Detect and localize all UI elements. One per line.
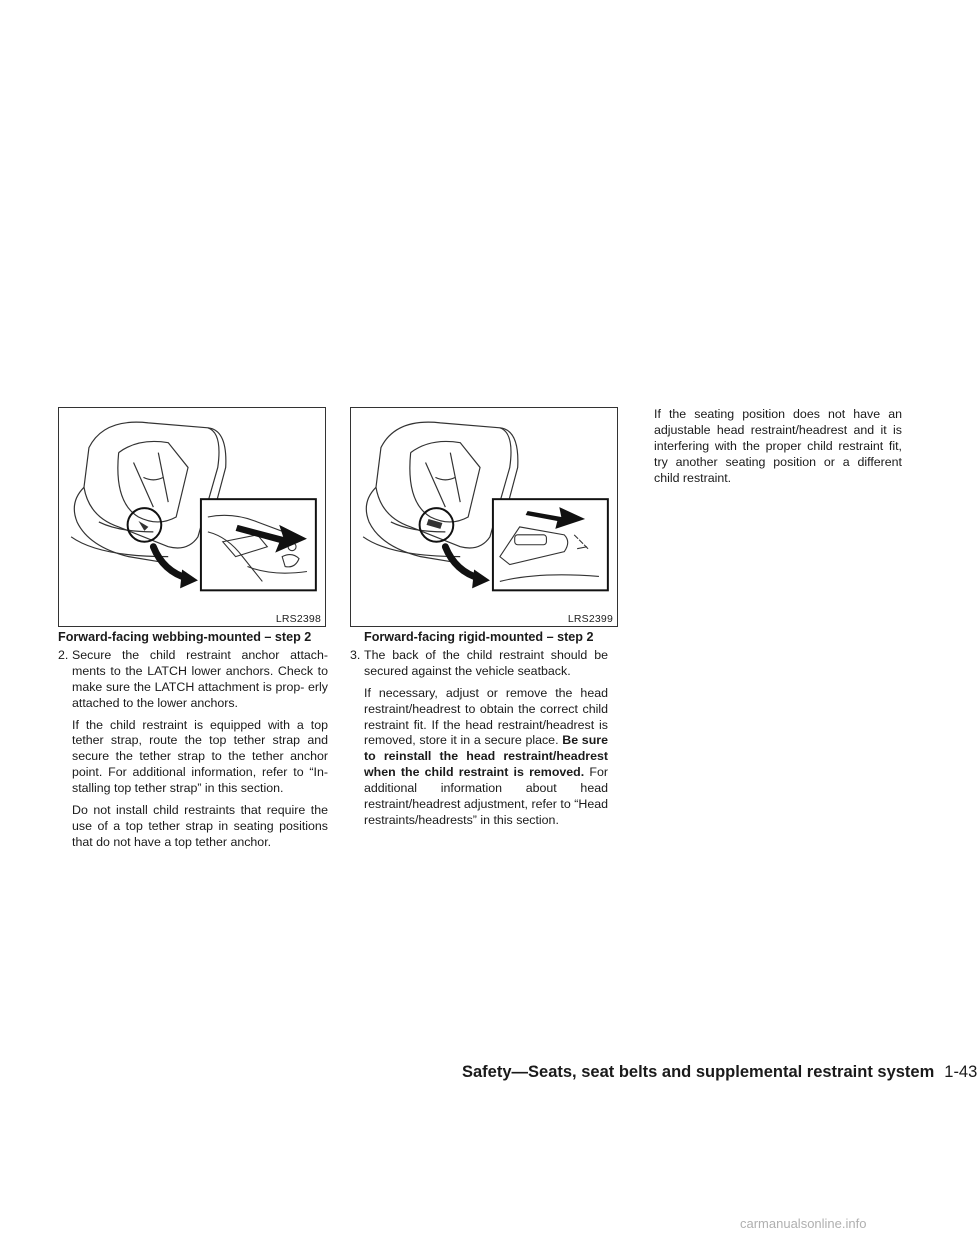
para-warning: Be sure to reinstall the head restraint/headrest when the child restraint is removed.: [364, 733, 608, 780]
figure-code: LRS2399: [567, 613, 613, 625]
paragraph-top-tether: If the child restraint is equipped with a top tether strap, route the top tether strap and secure the tether strap to the tether anchor point. For additional information, refer to “In- stalling top tether strap” in this section.: [72, 717, 328, 796]
figure-code: LRS2398: [275, 613, 321, 625]
figure-rigid-mounted: [350, 407, 618, 627]
page-footer: [462, 1063, 977, 1082]
column-1: [58, 630, 328, 851]
para-tail: For additional information about head restraint/headrest adjustment, refer to “Head restraints/headrests” in this section.: [364, 765, 608, 827]
step-text: Secure the child restraint anchor attach- ments to the LATCH lower anchors. Check to make sure the LATCH attachment is prop- erly attached to the lower anchors.: [72, 647, 328, 710]
step-2: [58, 648, 328, 712]
child-seat-illustration: [351, 408, 617, 626]
page-number: 1-43: [944, 1063, 977, 1081]
step-3: [350, 648, 608, 680]
paragraph-no-adjustable-restraint: If the seating position does not have an adjustable head restraint/headrest and it is interfering with the proper child restraint fit, try another seating position or a different child restraint.: [654, 407, 902, 485]
para-lead: If necessary, adjust or remove the head restraint/headrest to obtain the correct child restraint fit. If the head restraint/headrest is removed, store it in a secure place.: [364, 685, 608, 748]
child-seat-illustration: [59, 408, 325, 626]
watermark: carmanualsonline.info: [740, 1216, 867, 1231]
step-number: 2.: [58, 647, 69, 662]
section-title: Safety—Seats, seat belts and supplemental restraint system: [462, 1063, 935, 1081]
paragraph-no-anchor: Do not install child restraints that require the use of a top tether strap in seating positions that do not have a top tether anchor.: [72, 803, 328, 849]
paragraph-head-restraint: [350, 686, 608, 829]
step-text: The back of the child restraint should be secured against the vehicle seatback.: [364, 647, 608, 678]
step-number: 3.: [350, 647, 361, 662]
figure-caption: Forward-facing rigid-mounted – step 2: [364, 630, 594, 644]
column-2: [350, 630, 608, 829]
figure-caption: Forward-facing webbing-mounted – step 2: [58, 630, 312, 644]
column-3: [640, 407, 902, 487]
figure-webbing-mounted: [58, 407, 326, 627]
